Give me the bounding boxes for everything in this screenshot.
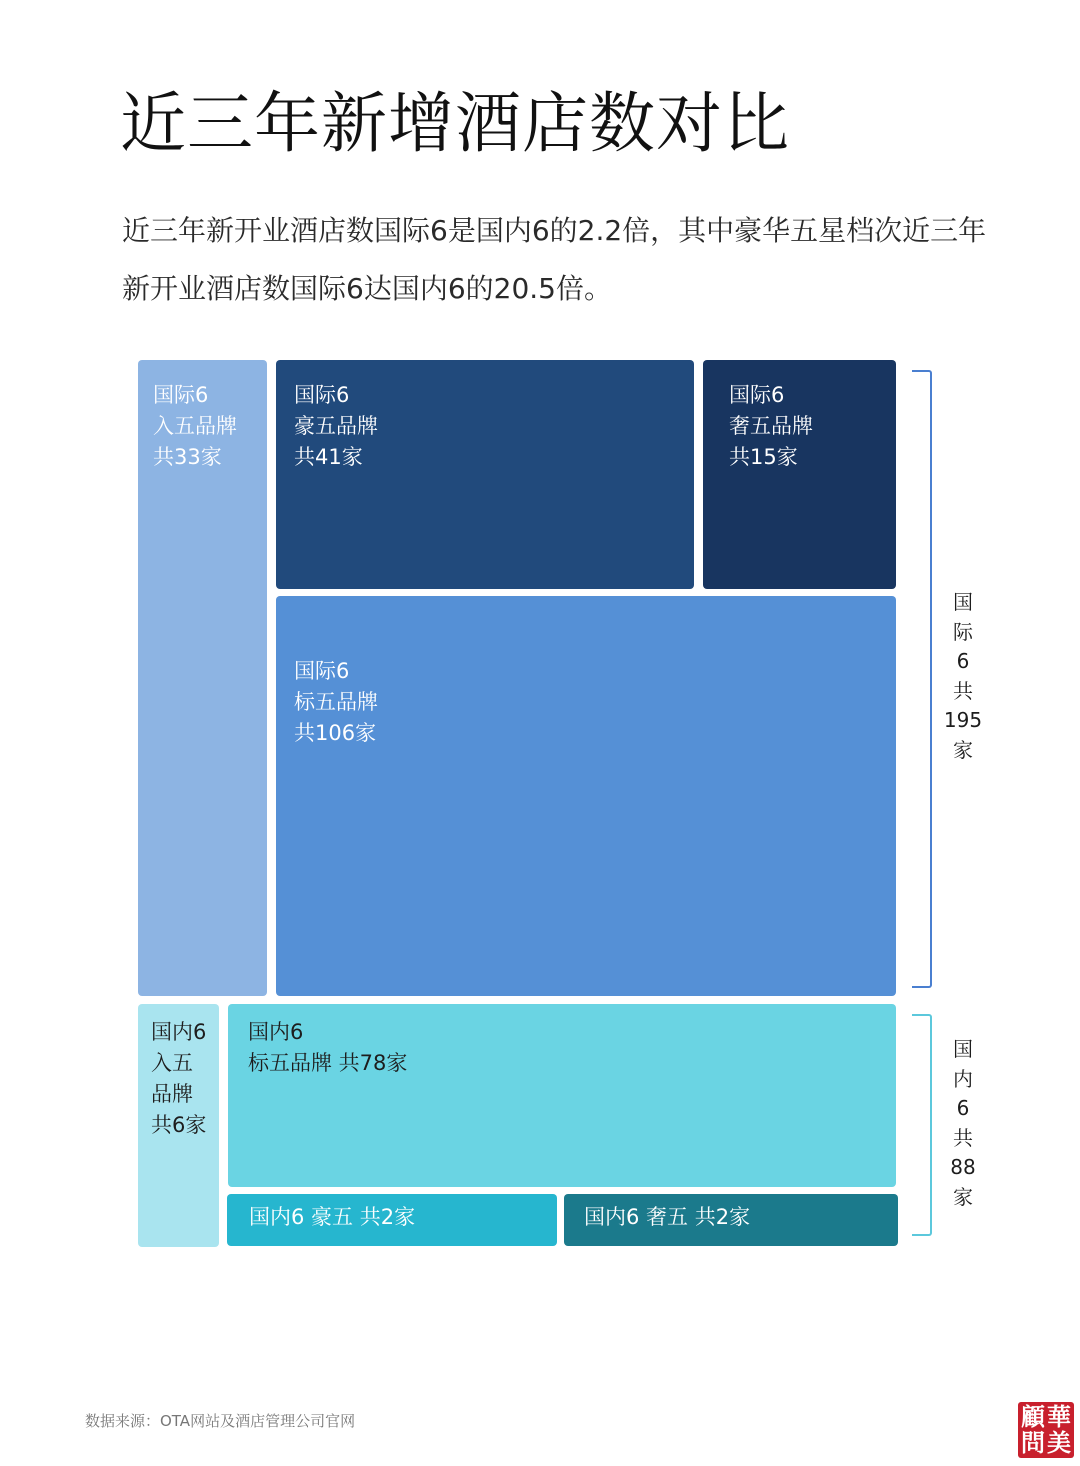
page-title: 近三年新增酒店数对比 xyxy=(120,85,790,162)
cell-intl-premium-label: 国际6 奢五品牌 共15家 xyxy=(729,383,813,469)
cell-intl-luxury-label: 国际6 豪五品牌 共41家 xyxy=(294,383,378,469)
seal-logo xyxy=(1018,1402,1074,1458)
cell-dom-luxury xyxy=(227,1194,557,1246)
seal-char-3: 顧 xyxy=(1021,1402,1045,1431)
page-subtitle: 近三年新开业酒店数国际6是国内6的2.2倍，其中豪华五星档次近三年新开业酒店数国际6达国内6的20.5倍。 xyxy=(122,214,987,305)
cell-intl-entry-label: 国际6 入五品牌 共33家 xyxy=(153,383,237,469)
bracket-domestic xyxy=(912,1014,932,1236)
cell-dom-standard-label: 国内6 标五品牌 共78家 xyxy=(248,1020,408,1075)
seal-char-2: 美 xyxy=(1047,1428,1071,1457)
cell-dom-luxury-label: 国内6 豪五 共2家 xyxy=(249,1205,416,1229)
cell-dom-premium-label: 国内6 奢五 共2家 xyxy=(584,1205,751,1229)
cell-intl-luxury xyxy=(276,360,694,589)
cell-dom-premium xyxy=(564,1194,898,1246)
seal-char-4: 問 xyxy=(1021,1428,1045,1457)
total-intl-label: 国 际 6 共 195 家 xyxy=(943,590,983,762)
cell-intl-standard-label: 国际6 标五品牌 共106家 xyxy=(294,659,378,745)
total-domestic-label: 国 内 6 共 88 家 xyxy=(950,1037,976,1209)
cell-dom-entry xyxy=(138,1004,219,1247)
cell-intl-premium xyxy=(703,360,896,589)
seal-char-1: 華 xyxy=(1047,1402,1071,1431)
cell-dom-standard xyxy=(228,1004,896,1187)
bracket-intl xyxy=(912,370,932,988)
data-source: 数据来源：OTA网站及酒店管理公司官网 xyxy=(85,1412,356,1430)
cell-dom-entry-label: 国内6 入五 品牌 共6家 xyxy=(151,1020,207,1137)
cell-intl-standard xyxy=(276,596,896,996)
cell-intl-entry xyxy=(138,360,267,996)
